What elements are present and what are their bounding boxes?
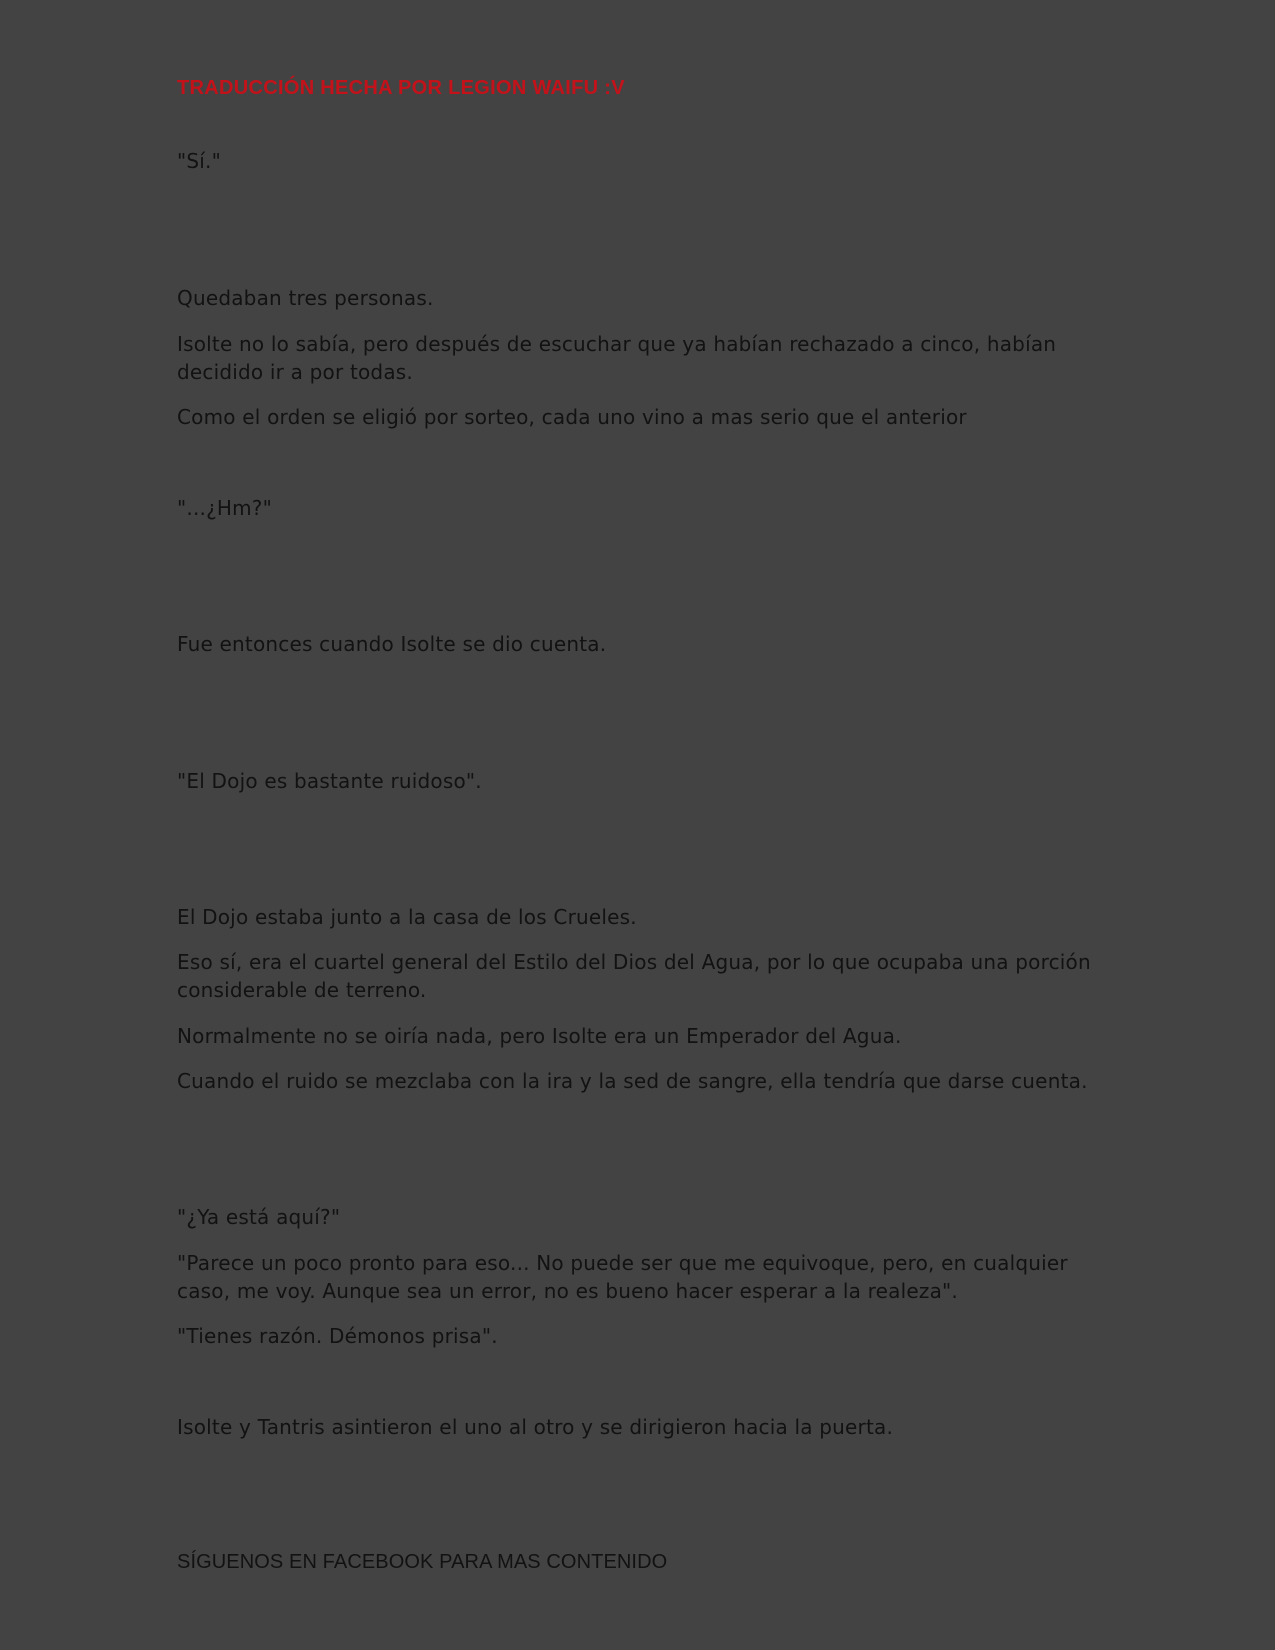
paragraph: "Tienes razón. Démonos prisa". — [177, 1324, 498, 1348]
paragraph: "El Dojo es bastante ruidoso". — [177, 769, 482, 793]
paragraph: El Dojo estaba junto a la casa de los Crueles. — [177, 905, 637, 929]
paragraph: "...¿Hm?" — [177, 496, 273, 520]
paragraph: Como el orden se eligió por sorteo, cada uno vino a mas serio que el anterior — [177, 405, 967, 429]
paragraph: Fue entonces cuando Isolte se dio cuenta. — [177, 632, 607, 656]
facebook-follow-footer: SÍGUENOS EN FACEBOOK PARA MAS CONTENIDO — [177, 1551, 668, 1573]
paragraph: Eso sí, era el cuartel general del Estilo del Dios del Agua, por lo que ocupaba una porción considerable de terreno. — [177, 950, 1091, 1002]
paragraph: "Parece un poco pronto para eso... No puede ser que me equivoque, pero, en cualquier caso, me voy. Aunque sea un error, no es bueno hacer esperar a la realeza". — [177, 1251, 1068, 1303]
paragraph: "¿Ya está aquí?" — [177, 1205, 341, 1229]
paragraph: Normalmente no se oiría nada, pero Isolte era un Emperador del Agua. — [177, 1024, 902, 1048]
translator-credit-header: TRADUCCIÓN HECHA POR LEGION WAIFU :V — [177, 77, 625, 99]
paragraph: "Sí." — [177, 149, 222, 173]
paragraph: Quedaban tres personas. — [177, 286, 434, 310]
paragraph: Cuando el ruido se mezclaba con la ira y la sed de sangre, ella tendría que darse cuenta. — [177, 1069, 1088, 1093]
paragraph: Isolte y Tantris asintieron el uno al otro y se dirigieron hacia la puerta. — [177, 1415, 894, 1439]
paragraph: Isolte no lo sabía, pero después de escuchar que ya habían rechazado a cinco, habían decidido ir a por todas. — [177, 332, 1057, 384]
